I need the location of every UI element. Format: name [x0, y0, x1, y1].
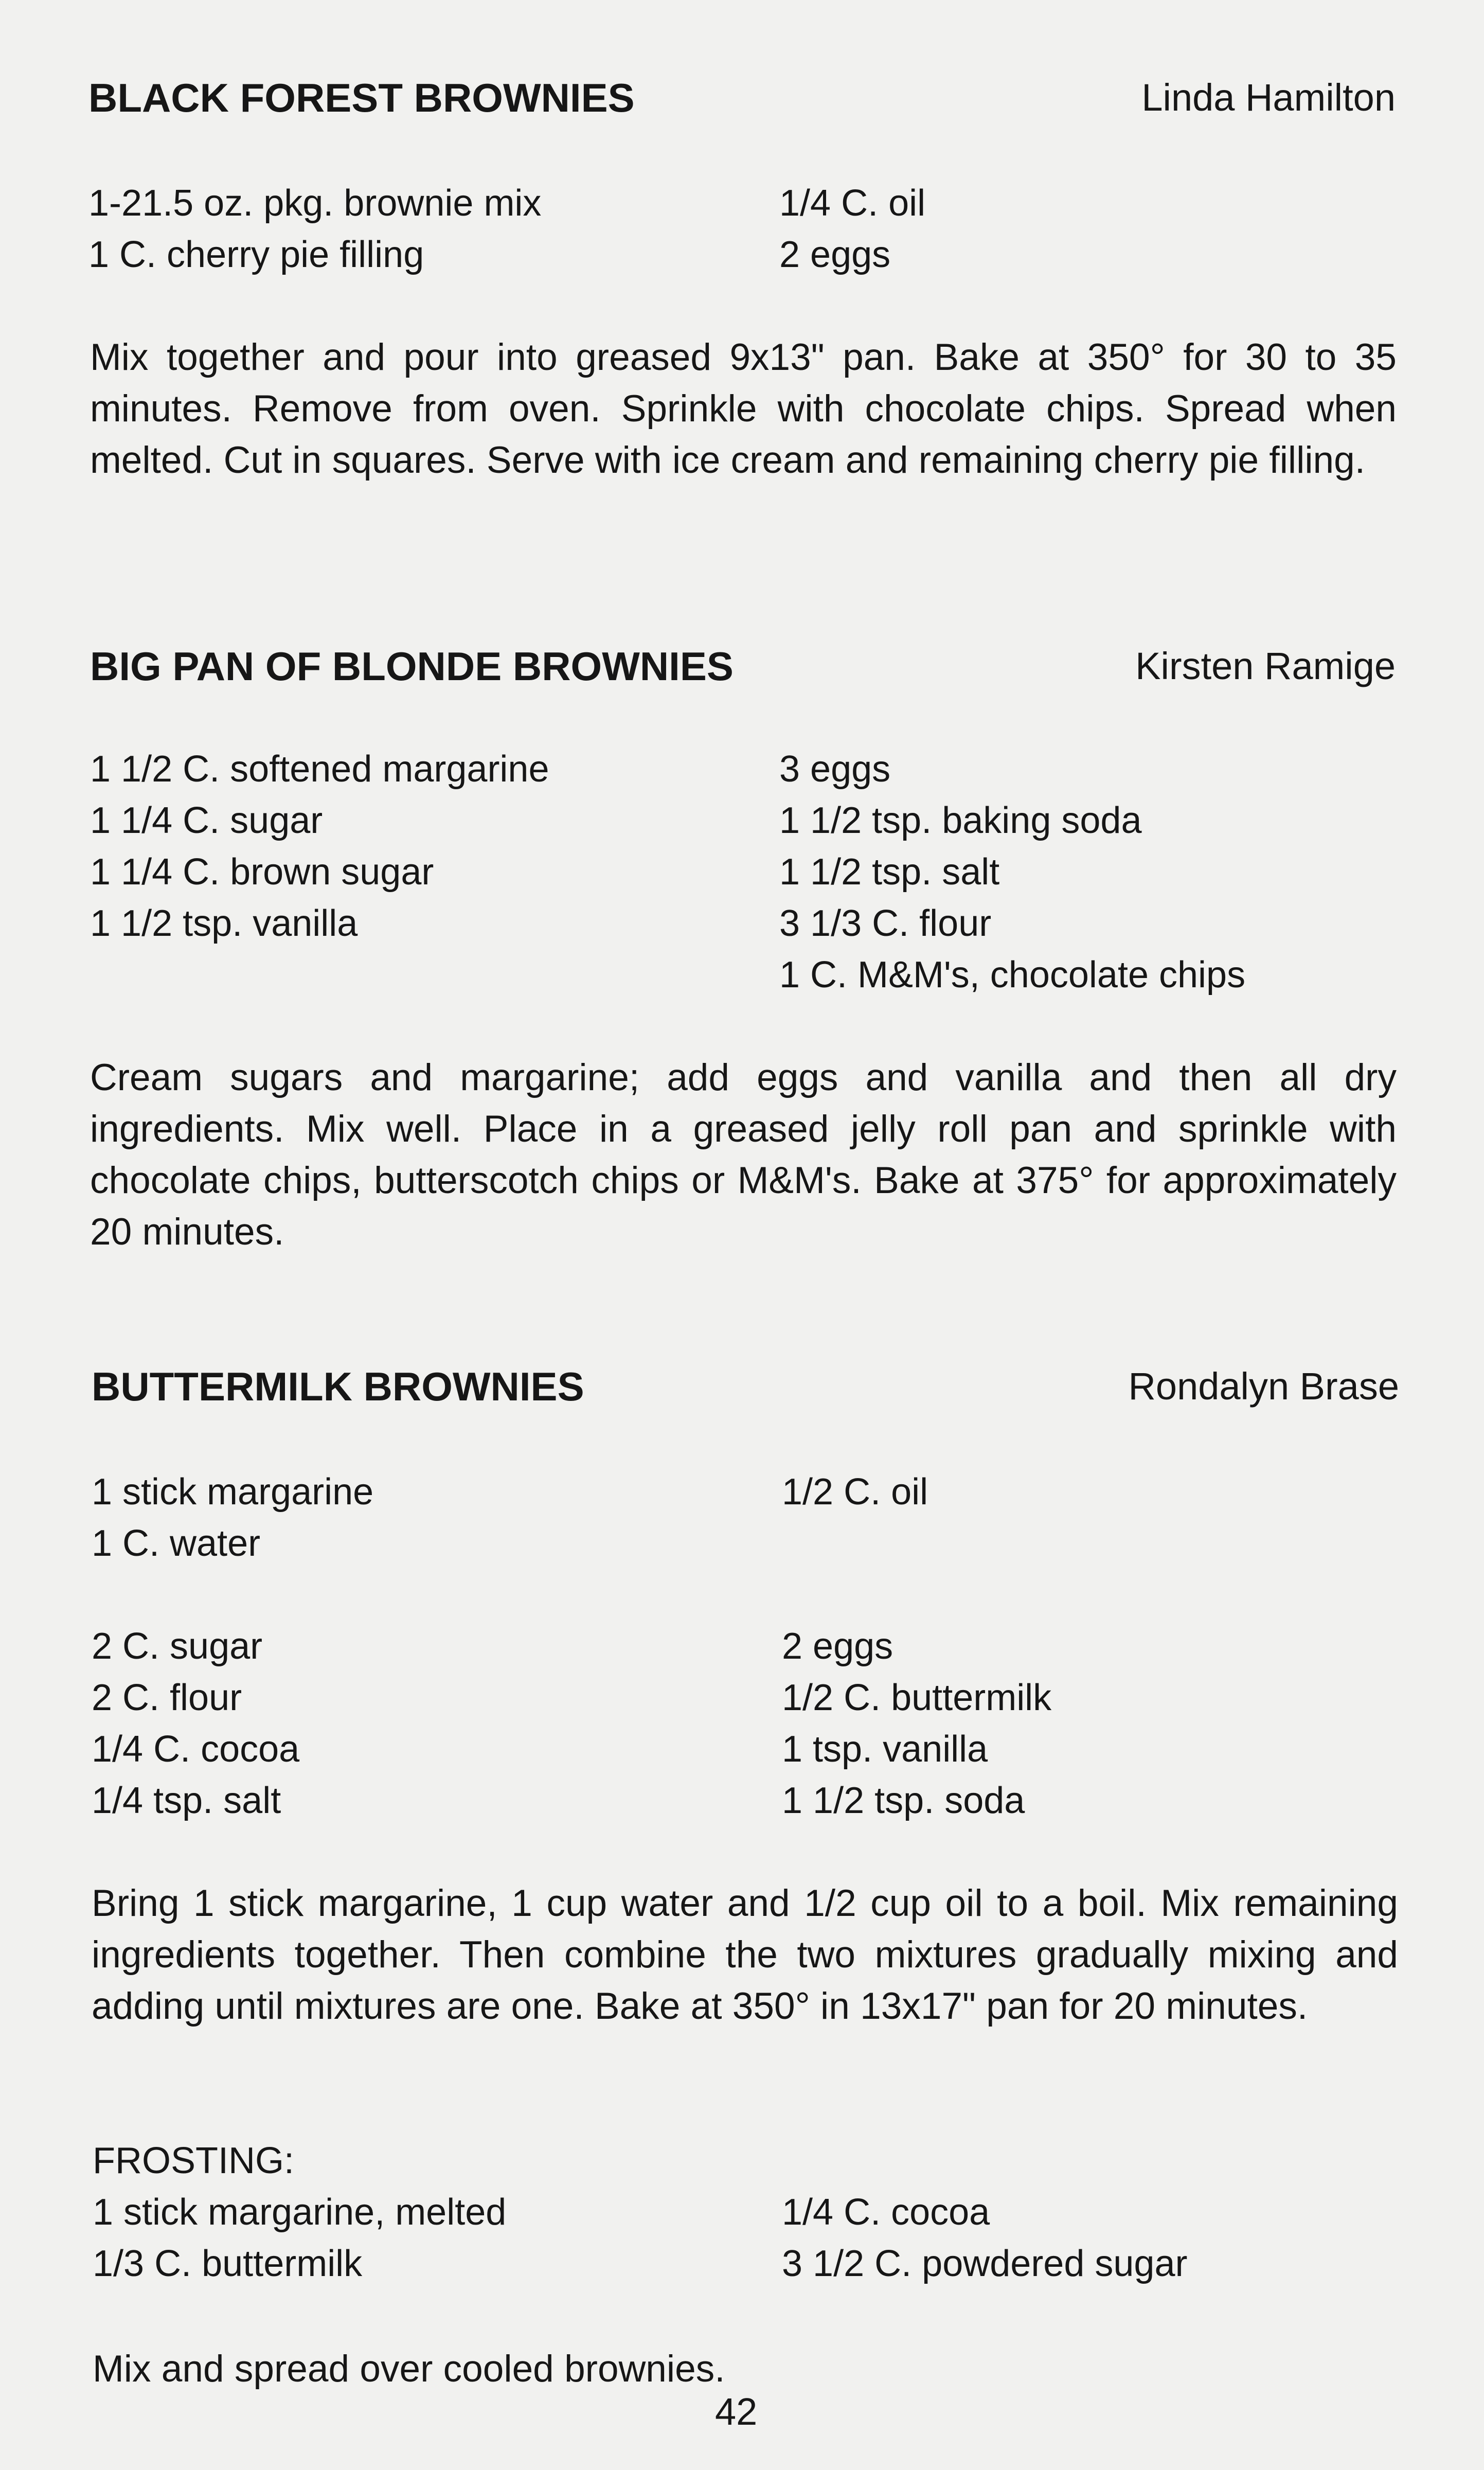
ingredient: 1 1/2 tsp. baking soda — [779, 800, 1142, 841]
ingredient: 1/3 C. buttermilk — [93, 2243, 363, 2284]
ingredient: 1 1/2 tsp. vanilla — [90, 903, 358, 944]
recipe-title: BUTTERMILK BROWNIES — [92, 1364, 584, 1409]
frosting-directions: Mix and spread over cooled brownies. — [93, 2348, 725, 2390]
ingredient: 1 1/2 tsp. soda — [782, 1780, 1025, 1821]
ingredient: 1 1/4 C. sugar — [90, 800, 323, 841]
ingredient: 1 C. M&M's, chocolate chips — [779, 954, 1246, 996]
recipe-author: Linda Hamilton — [1141, 76, 1396, 119]
page-number: 42 — [715, 2390, 758, 2433]
ingredient: 3 eggs — [779, 749, 891, 790]
ingredient: 1/2 C. oil — [782, 1471, 928, 1513]
ingredient: 1/2 C. buttermilk — [782, 1677, 1052, 1718]
ingredient: 1-21.5 oz. pkg. brownie mix — [88, 183, 542, 224]
ingredient: 2 eggs — [782, 1626, 893, 1667]
recipe-directions: Bring 1 stick margarine, 1 cup water and 1/2 cup oil to a boil. Mix remaining ingredients together. Then combine the two mixtures gradually mixing and adding until mixtures are one. Bake at 350° in 13x17" pan for 20 minutes. — [92, 1882, 1398, 2027]
ingredient: 1 stick margarine, melted — [93, 2192, 507, 2233]
ingredient: 3 1/3 C. flour — [779, 903, 992, 944]
ingredient: 1 1/2 C. softened margarine — [90, 749, 549, 790]
recipe-title: BIG PAN OF BLONDE BROWNIES — [90, 644, 734, 689]
recipe-author: Rondalyn Brase — [1128, 1365, 1399, 1408]
ingredient: 2 C. flour — [92, 1677, 242, 1718]
ingredient: 1 C. water — [92, 1523, 261, 1564]
recipe-author: Kirsten Ramige — [1135, 645, 1396, 687]
ingredient: 1 1/2 tsp. salt — [779, 851, 1000, 893]
ingredient: 1/4 C. cocoa — [782, 2192, 990, 2233]
ingredient: 2 eggs — [779, 234, 891, 275]
ingredient: 1/4 C. cocoa — [92, 1729, 300, 1770]
ingredient: 1 stick margarine — [92, 1471, 374, 1513]
ingredient: 1/4 C. oil — [779, 183, 926, 224]
recipe-title: BLACK FOREST BROWNIES — [88, 75, 635, 120]
recipe-directions: Cream sugars and margarine; add eggs and vanilla and then all dry ingredients. Mix well. Place in a greased jelly roll pan and sprinkle with chocolate chips, butterscotch chips or M&M's. Bake at 375° for approximately 20 minutes. — [90, 1057, 1397, 1253]
frosting-heading: FROSTING: — [93, 2140, 294, 2181]
ingredient: 1 tsp. vanilla — [782, 1729, 988, 1770]
recipe-directions: Mix together and pour into greased 9x13" pan. Bake at 350° for 30 to 35 minutes. Remove from oven. Sprinkle with chocolate chips. Spread when melted. Cut in squares. Serve with ice cream and remaining cherry pie filling. — [90, 336, 1397, 481]
ingredient: 3 1/2 C. powdered sugar — [782, 2243, 1188, 2284]
ingredient: 1/4 tsp. salt — [92, 1780, 281, 1821]
ingredient: 2 C. sugar — [92, 1626, 263, 1667]
ingredient: 1 1/4 C. brown sugar — [90, 851, 434, 893]
ingredient: 1 C. cherry pie filling — [88, 234, 424, 275]
